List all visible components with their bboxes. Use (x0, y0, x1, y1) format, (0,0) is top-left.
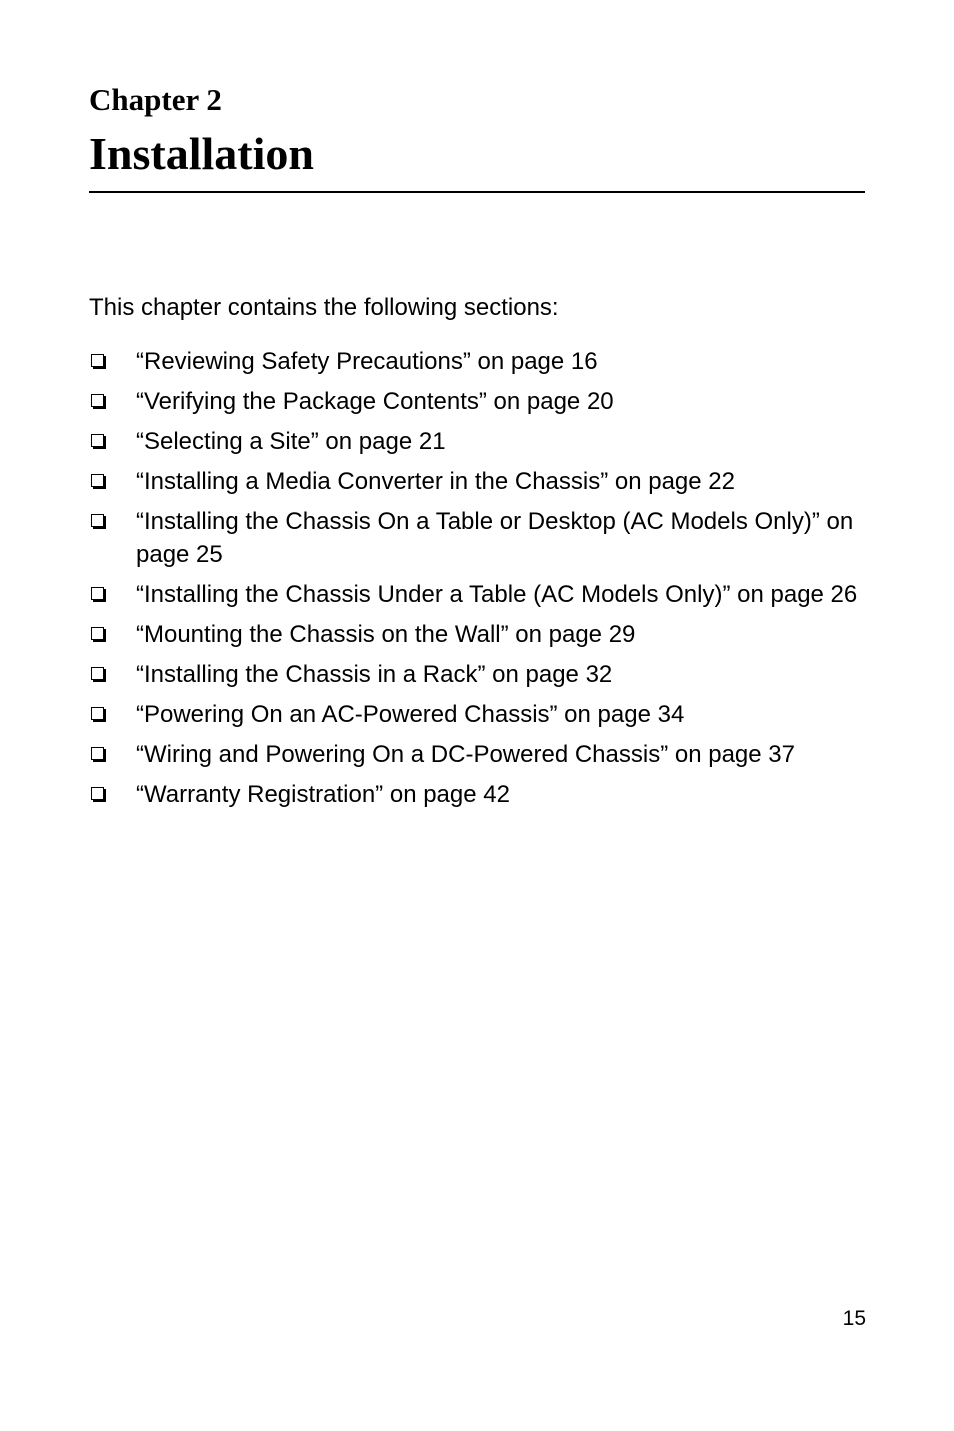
section-link[interactable]: “Selecting a Site” on page 21 (136, 428, 446, 455)
chapter-label: Chapter 2 (89, 82, 222, 117)
list-item (89, 778, 879, 811)
section-link[interactable]: “Reviewing Safety Precautions” on page 16 (136, 348, 598, 375)
checkbox-square-icon (91, 667, 104, 680)
section-link[interactable]: “Installing the Chassis Under a Table (AC Models Only)” on page 26 (136, 581, 858, 608)
list-item (89, 505, 879, 571)
checkbox-square-icon (91, 587, 104, 600)
page-number: 15 (842, 1307, 866, 1330)
title-divider (89, 191, 865, 193)
checkbox-square-icon (91, 434, 104, 447)
section-list (89, 345, 879, 818)
checkbox-square-icon (91, 627, 104, 640)
section-link[interactable]: “Wiring and Powering On a DC-Powered Chassis” on page 37 (136, 741, 795, 768)
intro-text: This chapter contains the following sections: (89, 294, 559, 321)
list-item (89, 465, 879, 498)
checkbox-square-icon (91, 707, 104, 720)
checkbox-square-icon (91, 474, 104, 487)
checkbox-square-icon (91, 787, 104, 800)
checkbox-square-icon (91, 394, 104, 407)
section-link[interactable]: “Verifying the Package Contents” on page 20 (136, 388, 614, 415)
chapter-title: Installation (89, 128, 314, 179)
checkbox-square-icon (91, 747, 104, 760)
list-item (89, 578, 879, 611)
checkbox-square-icon (91, 514, 104, 527)
section-link[interactable]: “Warranty Registration” on page 42 (136, 781, 510, 808)
list-item (89, 425, 879, 458)
section-link[interactable]: “Installing the Chassis in a Rack” on page 32 (136, 661, 613, 688)
list-item (89, 698, 879, 731)
list-item (89, 385, 879, 418)
list-item (89, 658, 879, 691)
list-item (89, 738, 879, 771)
checkbox-square-icon (91, 354, 104, 367)
section-link[interactable]: “Installing the Chassis On a Table or Desktop (AC Models Only)” on page 25 (136, 508, 854, 568)
list-item (89, 618, 879, 651)
section-link[interactable]: “Powering On an AC-Powered Chassis” on page 34 (136, 701, 685, 728)
section-link[interactable]: “Mounting the Chassis on the Wall” on page 29 (136, 621, 636, 648)
section-link[interactable]: “Installing a Media Converter in the Chassis” on page 22 (136, 468, 735, 495)
list-item (89, 345, 879, 378)
